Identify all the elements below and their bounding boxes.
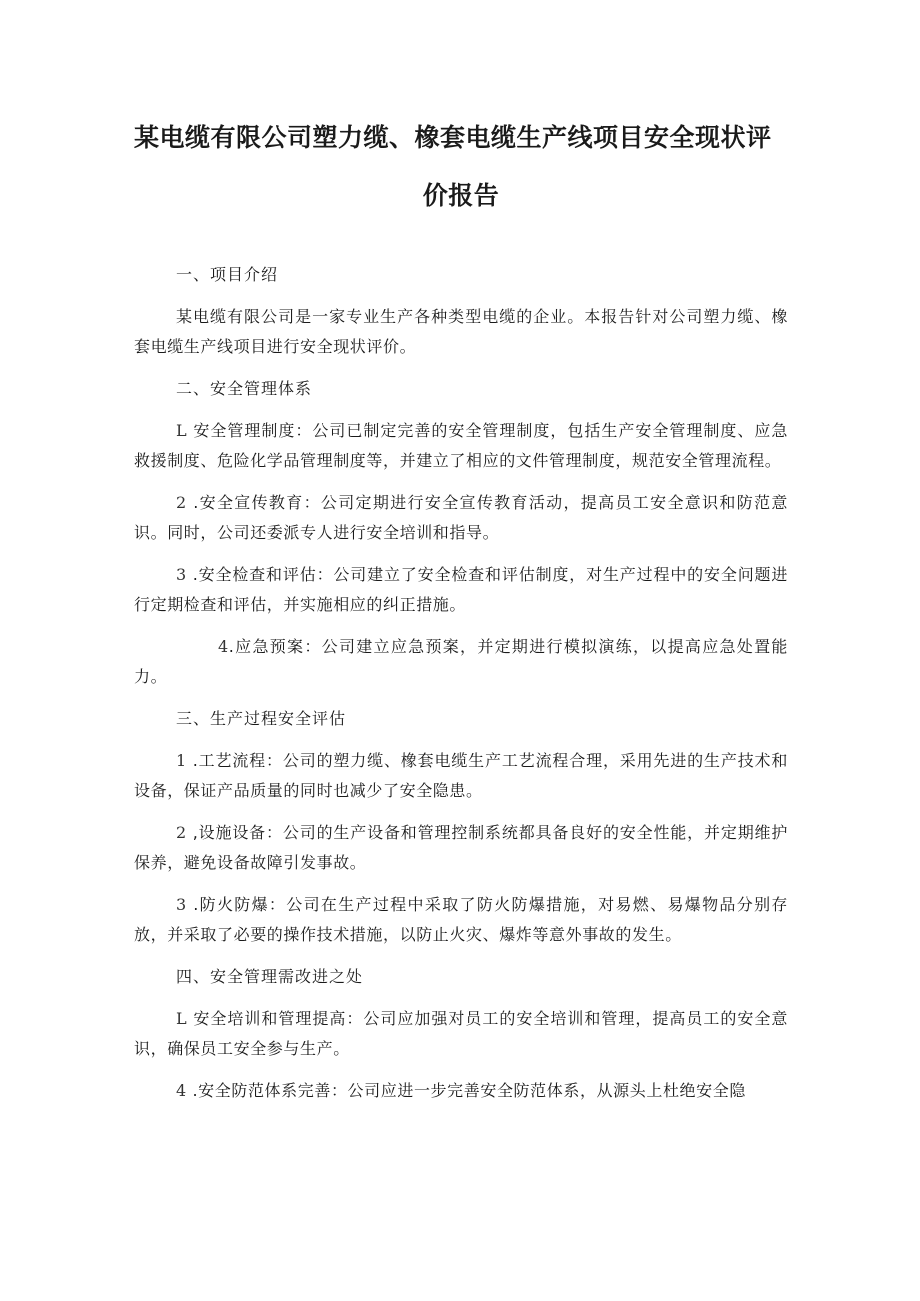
item-number: 3 [176,895,187,914]
paragraph-improvement-2 [134,1076,788,1106]
title-line-2: 价报告 [422,181,500,210]
item-number: 3 [176,565,187,584]
item-number: 1 [176,751,187,770]
paragraph-text: 安全培训和管理提高：公司应加强对员工的安全培训和管理，提高员工的安全意识，确保员工安全参与生产。 [134,1009,788,1058]
document-body [134,260,788,1106]
paragraph-management-4 [134,632,788,692]
item-number: L [176,1009,188,1028]
paragraph-text: .安全防范体系完善：公司应进一步完善安全防范体系，从源头上杜绝安全隐 [192,1081,746,1100]
paragraph-text: .安全宣传教育：公司定期进行安全宣传教育活动，提高员工安全意识和防范意识。同时，公司还委派专人进行安全培训和指导。 [134,493,789,542]
paragraph-management-1 [134,416,788,476]
paragraph-text: .工艺流程：公司的塑力缆、橡套电缆生产工艺流程合理，采用先进的生产技术和设备，保证产品质量的同时也减少了安全隐患。 [134,751,789,800]
section-heading-improvements: 四、安全管理需改进之处 [176,967,364,986]
paragraph-text: 某电缆有限公司是一家专业生产各种类型电缆的企业。本报告针对公司塑力缆、橡套电缆生产线项目进行安全现状评价。 [134,307,788,356]
paragraph-text: .防火防爆：公司在生产过程中采取了防火防爆措施，对易燃、易爆物品分别存放，并采取了必要的操作技术措施，以防止火灾、爆炸等意外事故的发生。 [134,895,789,944]
paragraph-management-3 [134,560,788,620]
paragraph-improvement-1 [134,1004,788,1064]
paragraph-text: ,设施设备：公司的生产设备和管理控制系统都具备良好的安全性能，并定期维护保养，避免设备故障引发事故。 [134,823,789,872]
section-heading-production-safety: 三、生产过程安全评估 [176,709,347,728]
item-number: 2 [176,823,187,842]
item-number: 2 [176,493,187,512]
document-title [134,118,788,216]
paragraph-text: 安全管理制度：公司已制定完善的安全管理制度，包括生产安全管理制度、应急救援制度、危险化学品管理制度等，并建立了相应的文件管理制度，规范安全管理流程。 [134,421,788,470]
paragraph-text: .应急预案：公司建立应急预案，并定期进行模拟演练，以提高应急处置能力。 [134,637,788,686]
paragraph-production-3 [134,890,788,950]
paragraph-production-2 [134,818,788,878]
item-number: L [176,421,188,440]
item-number: 4 [176,1081,187,1100]
title-line-1: 某电缆有限公司塑力缆、橡套电缆生产线项目安全现状评 [134,123,772,152]
section-heading-intro: 一、项目介绍 [176,265,279,284]
item-number: 4 [218,637,229,656]
paragraph-management-2 [134,488,788,548]
paragraph-text: .安全检查和评估：公司建立了安全检查和评估制度，对生产过程中的安全问题进行定期检查和评估，并实施相应的纠正措施。 [134,565,789,614]
section-heading-management-system: 二、安全管理体系 [176,379,313,398]
paragraph-production-1 [134,746,788,806]
paragraph-intro [134,302,788,362]
